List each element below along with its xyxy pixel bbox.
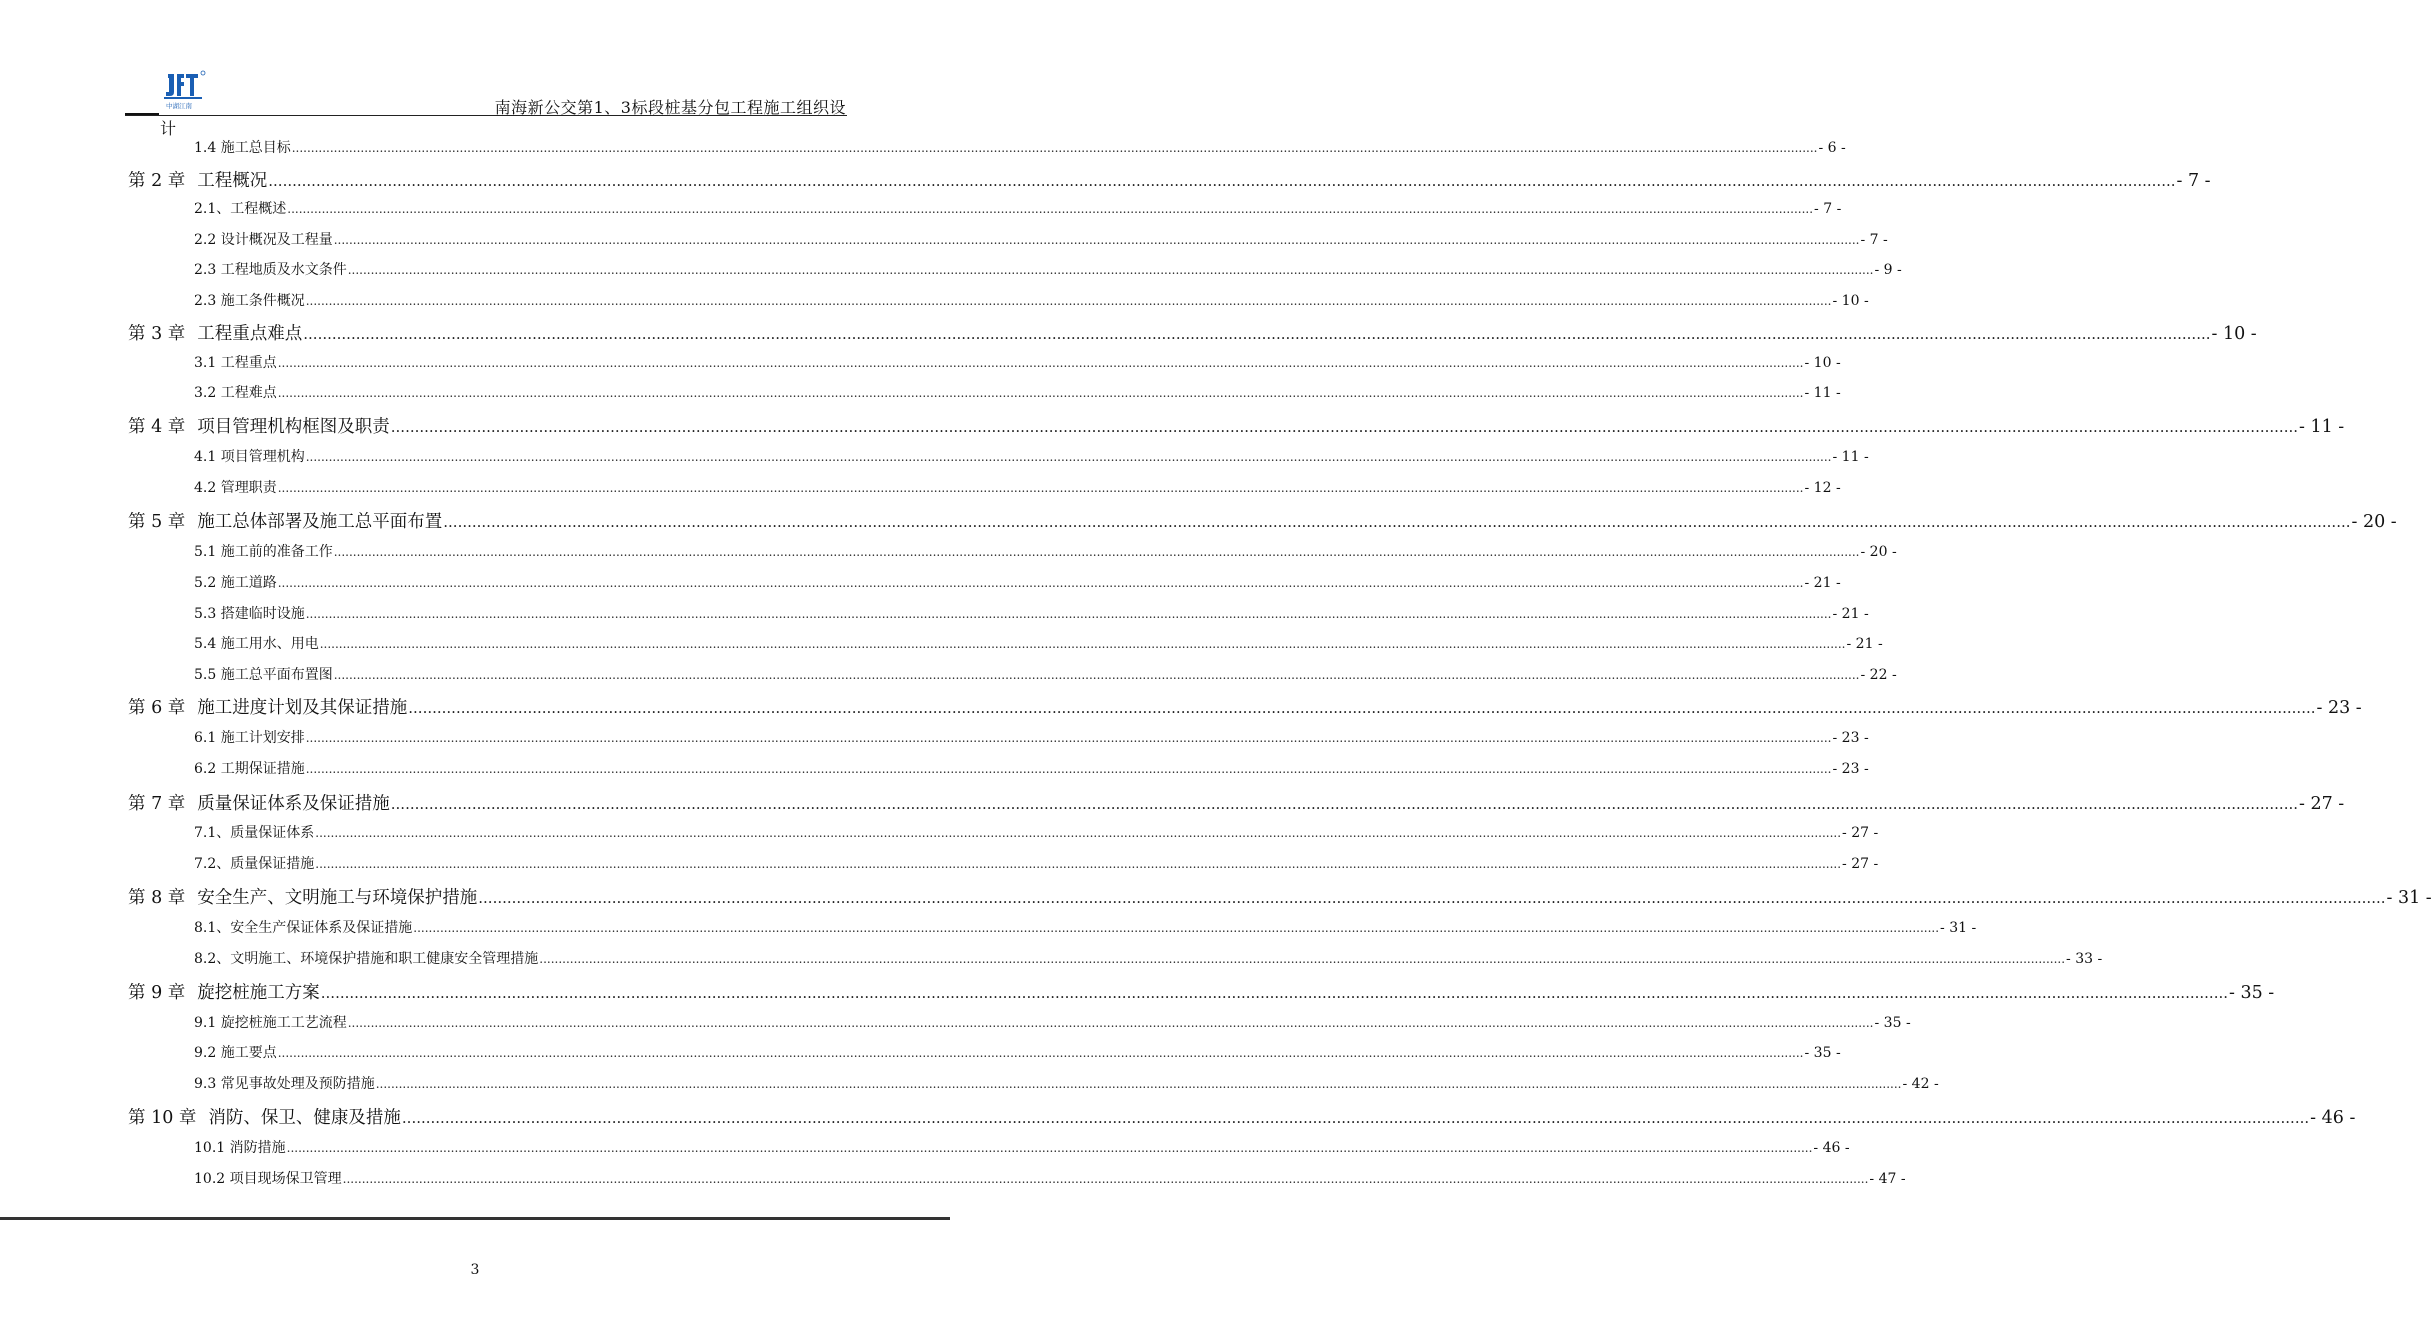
footer-rule [0, 1217, 950, 1220]
toc-leader-dots: ................................................................................................................................................................................................................................................................................................................................................................................................................ [390, 418, 2298, 436]
toc-page-number: - 21 - [1846, 636, 1883, 652]
toc-chapter-entry[interactable] [128, 167, 2211, 192]
toc-page-number: - 20 - [1860, 544, 1897, 560]
toc-page-number: - 27 - [2299, 794, 2345, 814]
toc-page-number: - 21 - [1832, 606, 1869, 622]
toc-page-number: - 7 - [2176, 171, 2211, 191]
toc-section-entry[interactable] [194, 290, 1869, 310]
toc-leader-dots: ................................................................................................................................................................................................................................................................................................................................................................................................................ [291, 141, 1818, 155]
toc-entry-title: 工程重点难点 [197, 324, 303, 344]
toc-page-number: - 46 - [2310, 1108, 2356, 1128]
toc-page-number: - 33 - [2066, 951, 2103, 967]
toc-chapter-number: 第 4 章 [128, 417, 186, 437]
toc-leader-dots: ................................................................................................................................................................................................................................................................................................................................................................................................................ [320, 984, 2228, 1002]
toc-section-entry[interactable] [194, 1073, 1939, 1093]
toc-section-entry[interactable] [194, 633, 1883, 653]
toc-section-entry[interactable] [194, 664, 1897, 684]
toc-page-number: - 22 - [1860, 667, 1897, 683]
toc-entry-title: 5.1 施工前的准备工作 [194, 544, 333, 560]
toc-page-number: - 7 - [1814, 201, 1842, 217]
toc-leader-dots: ................................................................................................................................................................................................................................................................................................................................................................................................................ [319, 637, 1846, 651]
toc-entry-title: 8.1、安全生产保证体系及保证措施 [194, 920, 413, 936]
toc-leader-dots: ................................................................................................................................................................................................................................................................................................................................................................................................................ [277, 386, 1804, 400]
toc-entry-title: 3.1 工程重点 [194, 355, 277, 371]
toc-page-number: - 21 - [1804, 575, 1841, 591]
toc-leader-dots: ................................................................................................................................................................................................................................................................................................................................................................................................................ [342, 1172, 1869, 1186]
toc-page-number: - 23 - [2316, 698, 2362, 718]
toc-entry-title: 2.2 设计概况及工程量 [194, 232, 333, 248]
toc-entry-title: 施工总体部署及施工总平面布置 [197, 512, 443, 532]
toc-entry-title: 施工进度计划及其保证措施 [197, 698, 408, 718]
toc-entry-title: 5.3 搭建临时设施 [194, 606, 305, 622]
toc-page-number: - 42 - [1902, 1076, 1939, 1092]
toc-chapter-number: 第 7 章 [128, 794, 186, 814]
toc-entry-title: 7.1、质量保证体系 [194, 825, 315, 841]
toc-page-number: - 23 - [1832, 730, 1869, 746]
toc-section-entry[interactable] [194, 541, 1897, 561]
toc-page-number: - 6 - [1818, 140, 1846, 156]
toc-page-number: - 11 - [1804, 385, 1841, 401]
toc-chapter-entry[interactable] [128, 884, 2432, 909]
toc-page-number: - 47 - [1869, 1171, 1906, 1187]
toc-entry-title: 安全生产、文明施工与环境保护措施 [197, 888, 478, 908]
toc-leader-dots: ................................................................................................................................................................................................................................................................................................................................................................................................................ [305, 731, 1832, 745]
toc-leader-dots: ................................................................................................................................................................................................................................................................................................................................................................................................................ [347, 1016, 1874, 1030]
toc-entry-title: 2.3 施工条件概况 [194, 293, 305, 309]
toc-leader-dots: ................................................................................................................................................................................................................................................................................................................................................................................................................ [305, 450, 1832, 464]
toc-chapter-entry[interactable] [128, 979, 2275, 1004]
toc-page-number: - 35 - [2229, 983, 2275, 1003]
toc-entry-title: 4.1 项目管理机构 [194, 449, 305, 465]
header-rule [125, 115, 847, 116]
toc-entry-title: 6.2 工期保证措施 [194, 761, 305, 777]
toc-leader-dots: ................................................................................................................................................................................................................................................................................................................................................................................................................ [375, 1077, 1902, 1091]
toc-chapter-number: 第 6 章 [128, 698, 186, 718]
toc-section-entry[interactable] [194, 1137, 1850, 1157]
toc-entry-title: 9.2 施工要点 [194, 1045, 277, 1061]
toc-chapter-entry[interactable] [128, 694, 2362, 719]
toc-leader-dots: ................................................................................................................................................................................................................................................................................................................................................................................................................ [305, 607, 1832, 621]
toc-page-number: - 35 - [1804, 1045, 1841, 1061]
toc-section-entry[interactable] [194, 572, 1841, 592]
toc-entry-title: 5.4 施工用水、用电 [194, 636, 319, 652]
toc-leader-dots: ................................................................................................................................................................................................................................................................................................................................................................................................................ [413, 921, 1940, 935]
toc-entry-title: 9.1 旋挖桩施工工艺流程 [194, 1015, 347, 1031]
toc-section-entry[interactable] [194, 603, 1869, 623]
toc-section-entry[interactable] [194, 352, 1841, 372]
toc-chapter-entry[interactable] [128, 790, 2345, 815]
toc-entry-title: 2.3 工程地质及水文条件 [194, 262, 347, 278]
toc-entry-title: 项目管理机构框图及职责 [197, 417, 390, 437]
toc-entry-title: 2.1、工程概述 [194, 201, 287, 217]
toc-entry-title: 3.2 工程难点 [194, 385, 277, 401]
toc-leader-dots: ................................................................................................................................................................................................................................................................................................................................................................................................................ [333, 668, 1860, 682]
toc-leader-dots: ................................................................................................................................................................................................................................................................................................................................................................................................................ [408, 699, 2316, 717]
toc-section-entry[interactable] [194, 727, 1869, 747]
toc-leader-dots: ................................................................................................................................................................................................................................................................................................................................................................................................................ [390, 795, 2298, 813]
toc-section-entry[interactable] [194, 853, 1879, 873]
toc-page-number: - 11 - [1832, 449, 1869, 465]
toc-leader-dots: ................................................................................................................................................................................................................................................................................................................................................................................................................ [443, 513, 2351, 531]
toc-entry-title: 8.2、文明施工、环境保护措施和职工健康安全管理措施 [194, 951, 539, 967]
toc-entry-title: 消防、保卫、健康及措施 [208, 1108, 401, 1128]
toc-leader-dots: ................................................................................................................................................................................................................................................................................................................................................................................................................ [315, 826, 1842, 840]
toc-leader-dots: ................................................................................................................................................................................................................................................................................................................................................................................................................ [277, 1046, 1804, 1060]
toc-section-entry[interactable] [194, 822, 1879, 842]
toc-leader-dots: ................................................................................................................................................................................................................................................................................................................................................................................................................ [268, 172, 2176, 190]
page-number: 3 [470, 1262, 480, 1278]
toc-entry-title: 9.3 常见事故处理及预防措施 [194, 1076, 375, 1092]
toc-leader-dots: ................................................................................................................................................................................................................................................................................................................................................................................................................ [478, 889, 2386, 907]
toc-chapter-entry[interactable] [128, 320, 2257, 345]
company-logo-icon [160, 66, 210, 112]
toc-leader-dots: ................................................................................................................................................................................................................................................................................................................................................................................................................ [539, 952, 2066, 966]
toc-leader-dots: ................................................................................................................................................................................................................................................................................................................................................................................................................ [303, 325, 2211, 343]
toc-entry-title: 旋挖桩施工方案 [197, 983, 320, 1003]
toc-page-number: - 31 - [1940, 920, 1977, 936]
toc-section-entry[interactable] [194, 198, 1842, 218]
toc-leader-dots: ................................................................................................................................................................................................................................................................................................................................................................................................................ [277, 356, 1804, 370]
toc-leader-dots: ................................................................................................................................................................................................................................................................................................................................................................................................................ [333, 545, 1860, 559]
toc-chapter-entry[interactable] [128, 1104, 2356, 1129]
toc-page-number: - 10 - [1832, 293, 1869, 309]
toc-page-number: - 27 - [1842, 856, 1879, 872]
toc-section-entry[interactable] [194, 477, 1841, 497]
toc-entry-title: 质量保证体系及保证措施 [197, 794, 390, 814]
toc-page-number: - 11 - [2299, 417, 2345, 437]
toc-leader-dots: ................................................................................................................................................................................................................................................................................................................................................................................................................ [277, 481, 1804, 495]
toc-section-entry[interactable] [194, 1168, 1906, 1188]
toc-chapter-number: 第 8 章 [128, 888, 186, 908]
toc-chapter-entry[interactable] [128, 508, 2397, 533]
toc-page-number: - 35 - [1874, 1015, 1911, 1031]
toc-section-entry[interactable] [194, 1012, 1911, 1032]
toc-page-number: - 23 - [1832, 761, 1869, 777]
toc-section-entry[interactable] [194, 917, 1977, 937]
toc-section-entry[interactable] [194, 382, 1841, 402]
toc-chapter-number: 第 5 章 [128, 512, 186, 532]
toc-entry-title: 10.1 消防措施 [194, 1140, 286, 1156]
toc-page-number: - 12 - [1804, 480, 1841, 496]
toc-page-number: - 31 - [2386, 888, 2432, 908]
logo-text: 中湖江南 [166, 102, 192, 110]
toc-page-number: - 7 - [1860, 232, 1888, 248]
toc-page-number: - 46 - [1813, 1140, 1850, 1156]
toc-page-number: - 27 - [1842, 825, 1879, 841]
toc-leader-dots: ................................................................................................................................................................................................................................................................................................................................................................................................................ [286, 1141, 1813, 1155]
toc-chapter-number: 第 3 章 [128, 324, 186, 344]
toc-chapter-number: 第 9 章 [128, 983, 186, 1003]
toc-entry-title: 1.4 施工总目标 [194, 140, 291, 156]
toc-section-entry[interactable] [194, 137, 1846, 157]
toc-leader-dots: ................................................................................................................................................................................................................................................................................................................................................................................................................ [305, 762, 1832, 776]
toc-section-entry[interactable] [194, 259, 1902, 279]
toc-page-number: - 20 - [2351, 512, 2397, 532]
toc-leader-dots: ................................................................................................................................................................................................................................................................................................................................................................................................................ [277, 576, 1804, 590]
toc-leader-dots: ................................................................................................................................................................................................................................................................................................................................................................................................................ [333, 233, 1860, 247]
toc-entry-title: 工程概况 [197, 171, 268, 191]
toc-entry-title: 5.5 施工总平面布置图 [194, 667, 333, 683]
toc-leader-dots: ................................................................................................................................................................................................................................................................................................................................................................................................................ [315, 857, 1842, 871]
toc-entry-title: 4.2 管理职责 [194, 480, 277, 496]
toc-section-entry[interactable] [194, 758, 1869, 778]
toc-section-entry[interactable] [194, 948, 2103, 968]
toc-entry-title: 10.2 项目现场保卫管理 [194, 1171, 342, 1187]
toc-leader-dots: ................................................................................................................................................................................................................................................................................................................................................................................................................ [305, 294, 1832, 308]
toc-leader-dots: ................................................................................................................................................................................................................................................................................................................................................................................................................ [287, 202, 1814, 216]
toc-entry-title: 7.2、质量保证措施 [194, 856, 315, 872]
toc-section-entry[interactable] [194, 229, 1888, 249]
toc-chapter-number: 第 2 章 [128, 171, 186, 191]
toc-leader-dots: ................................................................................................................................................................................................................................................................................................................................................................................................................ [347, 263, 1874, 277]
toc-chapter-number: 第 10 章 [128, 1108, 197, 1128]
toc-page-number: - 10 - [1804, 355, 1841, 371]
toc-page-number: - 10 - [2211, 324, 2257, 344]
toc-chapter-entry[interactable] [128, 413, 2345, 438]
header-title-wrap: 计 [160, 119, 177, 138]
toc-leader-dots: ................................................................................................................................................................................................................................................................................................................................................................................................................ [401, 1109, 2310, 1127]
toc-page-number: - 9 - [1874, 262, 1902, 278]
toc-entry-title: 6.1 施工计划安排 [194, 730, 305, 746]
toc-entry-title: 5.2 施工道路 [194, 575, 277, 591]
header-title: 南海新公交第1、3标段桩基分包工程施工组织设 [494, 98, 846, 117]
toc-section-entry[interactable] [194, 446, 1869, 466]
toc-section-entry[interactable] [194, 1042, 1841, 1062]
